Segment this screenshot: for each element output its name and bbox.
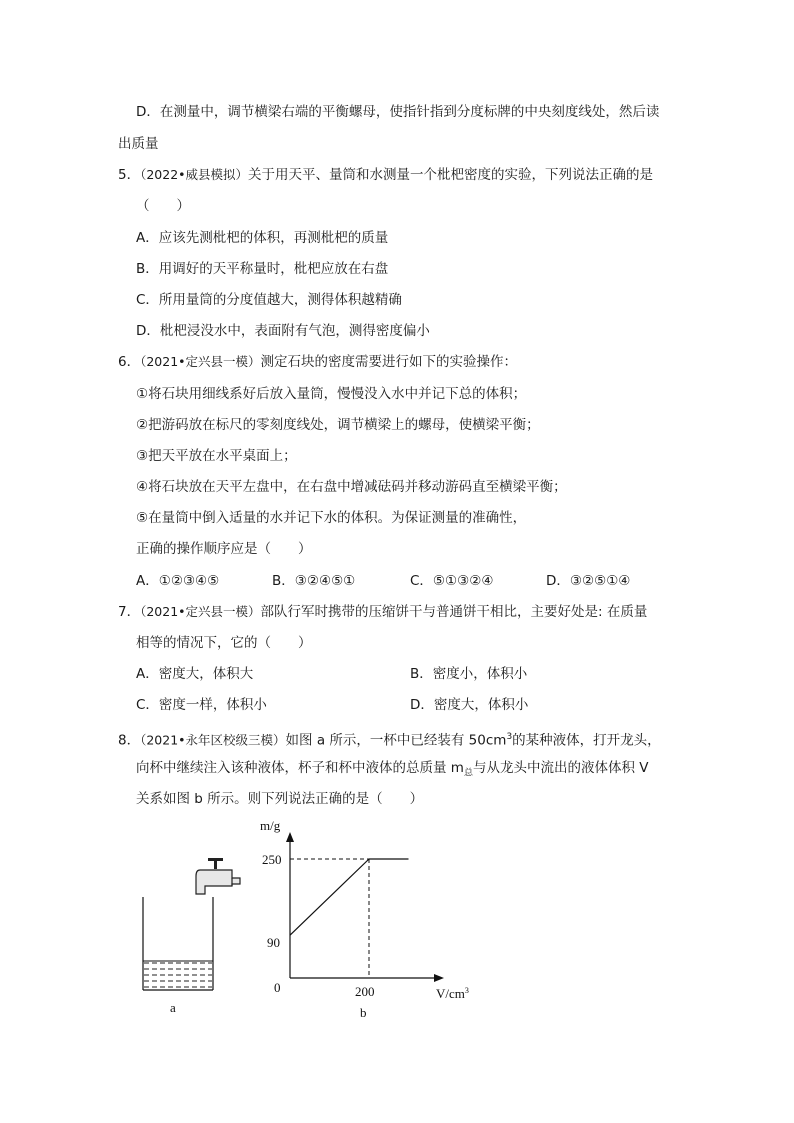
q5-option-b: B．用调好的天平称量时，枇杷应放在右盘 xyxy=(136,261,389,277)
q6-ask: 正确的操作顺序应是（ ） xyxy=(136,541,312,557)
y-axis-label: m/g xyxy=(260,818,281,833)
q6-option-b: B．③②④⑤① xyxy=(272,573,356,589)
beaker-liquid xyxy=(144,961,212,989)
q6-source: （2021•定兴县一模） xyxy=(140,354,261,369)
x-axis-label-sup: 3 xyxy=(464,986,469,995)
x-axis-label xyxy=(436,986,469,1001)
beaker xyxy=(143,897,213,990)
q7-stem-text: 部队行军时携带的压缩饼干与普通饼干相比，主要好处是: 在质量 xyxy=(260,604,648,620)
q7-option-a: A．密度大，体积大 xyxy=(136,666,254,682)
tick-250: 250 xyxy=(262,852,282,867)
q6-option-c: C．⑤①③②④ xyxy=(410,573,494,589)
origin-label: 0 xyxy=(274,980,281,995)
q5-option-d: D．枇杷浸没水中，表面附有气泡，测得密度偏小 xyxy=(136,323,430,339)
q6-step-4: ④将石块放在天平左盘中，在右盘中增减砝码并移动游码直至横梁平衡； xyxy=(136,479,567,495)
q8-stem-text-b: 的某种液体，打开龙头， xyxy=(512,732,661,749)
q6-option-d: D．③②⑤①④ xyxy=(546,573,631,589)
q8-stem-line2-b: 与从龙头中流出的液体体积 V xyxy=(472,760,649,776)
q8-stem-line2-sub: 总 xyxy=(463,768,473,779)
q5-blank: （ ） xyxy=(136,198,190,214)
q8-number: 8． xyxy=(118,732,141,749)
q7-option-c: C．密度一样，体积小 xyxy=(136,697,267,713)
q7-option-d: D．密度大，体积小 xyxy=(410,697,529,713)
q7-source: （2021•定兴县一模） xyxy=(140,604,261,619)
tick-200: 200 xyxy=(355,984,375,999)
q4-option-d-line2: 出质量 xyxy=(118,136,159,152)
q5-number: 5． xyxy=(118,167,141,183)
q5-source: （2022•威县模拟） xyxy=(140,167,249,182)
q4-option-d-line1: D．在测量中，调节横梁右端的平衡螺母，使指针指到分度标牌的中央刻度线处，然后读 xyxy=(136,104,660,120)
graph-segment-1 xyxy=(290,859,369,935)
q6-number: 6． xyxy=(118,354,141,370)
figure-a-label: a xyxy=(170,1000,176,1015)
q5-stem-text: 关于用天平、量筒和水测量一个枇杷密度的实验，下列说法正确的是 xyxy=(248,167,654,183)
q7-number: 7． xyxy=(118,604,141,620)
q6-step-1: ①将石块用细线系好后放入量筒，慢慢没入水中并记下总的体积； xyxy=(136,386,527,402)
graph-axes xyxy=(286,832,444,982)
q5-option-a: A．应该先测枇杷的体积，再测枇杷的质量 xyxy=(136,230,389,246)
q6-stem-text: 测定石块的密度需要进行如下的实验操作： xyxy=(260,354,518,370)
q7-option-b: B．密度小，体积小 xyxy=(410,666,528,682)
q8-stem-line2-a: 向杯中继续注入该种液体，杯子和杯中液体的总质量 m xyxy=(136,760,464,776)
faucet-icon xyxy=(196,858,240,894)
tick-90: 90 xyxy=(267,935,280,950)
q8-source: （2021•永年区校级三模） xyxy=(140,732,286,748)
figure-b-label: b xyxy=(360,1005,367,1020)
q7-stem-line2: 相等的情况下，它的（ ） xyxy=(136,635,312,651)
q6-step-3: ③把天平放在水平桌面上； xyxy=(136,448,297,464)
q8-stem-sup: 3 xyxy=(506,732,513,742)
q8-stem-line3: 关系如图 b 所示。则下列说法正确的是（ ） xyxy=(136,791,424,807)
q8-stem-text-a: 如图 a 所示，一杯中已经装有 50cm xyxy=(285,732,507,749)
q6-step-2: ②把游码放在标尺的零刻度线处，调节横梁上的螺母，使横梁平衡； xyxy=(136,417,540,433)
x-axis-label-text: V/cm xyxy=(436,986,465,1001)
graph-series xyxy=(290,859,409,935)
q6-option-a: A．①②③④⑤ xyxy=(136,573,220,589)
q5-option-c: C．所用量筒的分度值越大，测得体积越精确 xyxy=(136,292,402,308)
q6-step-5: ⑤在量筒中倒入适量的水并记下水的体积。为保证测量的准确性， xyxy=(136,510,527,526)
